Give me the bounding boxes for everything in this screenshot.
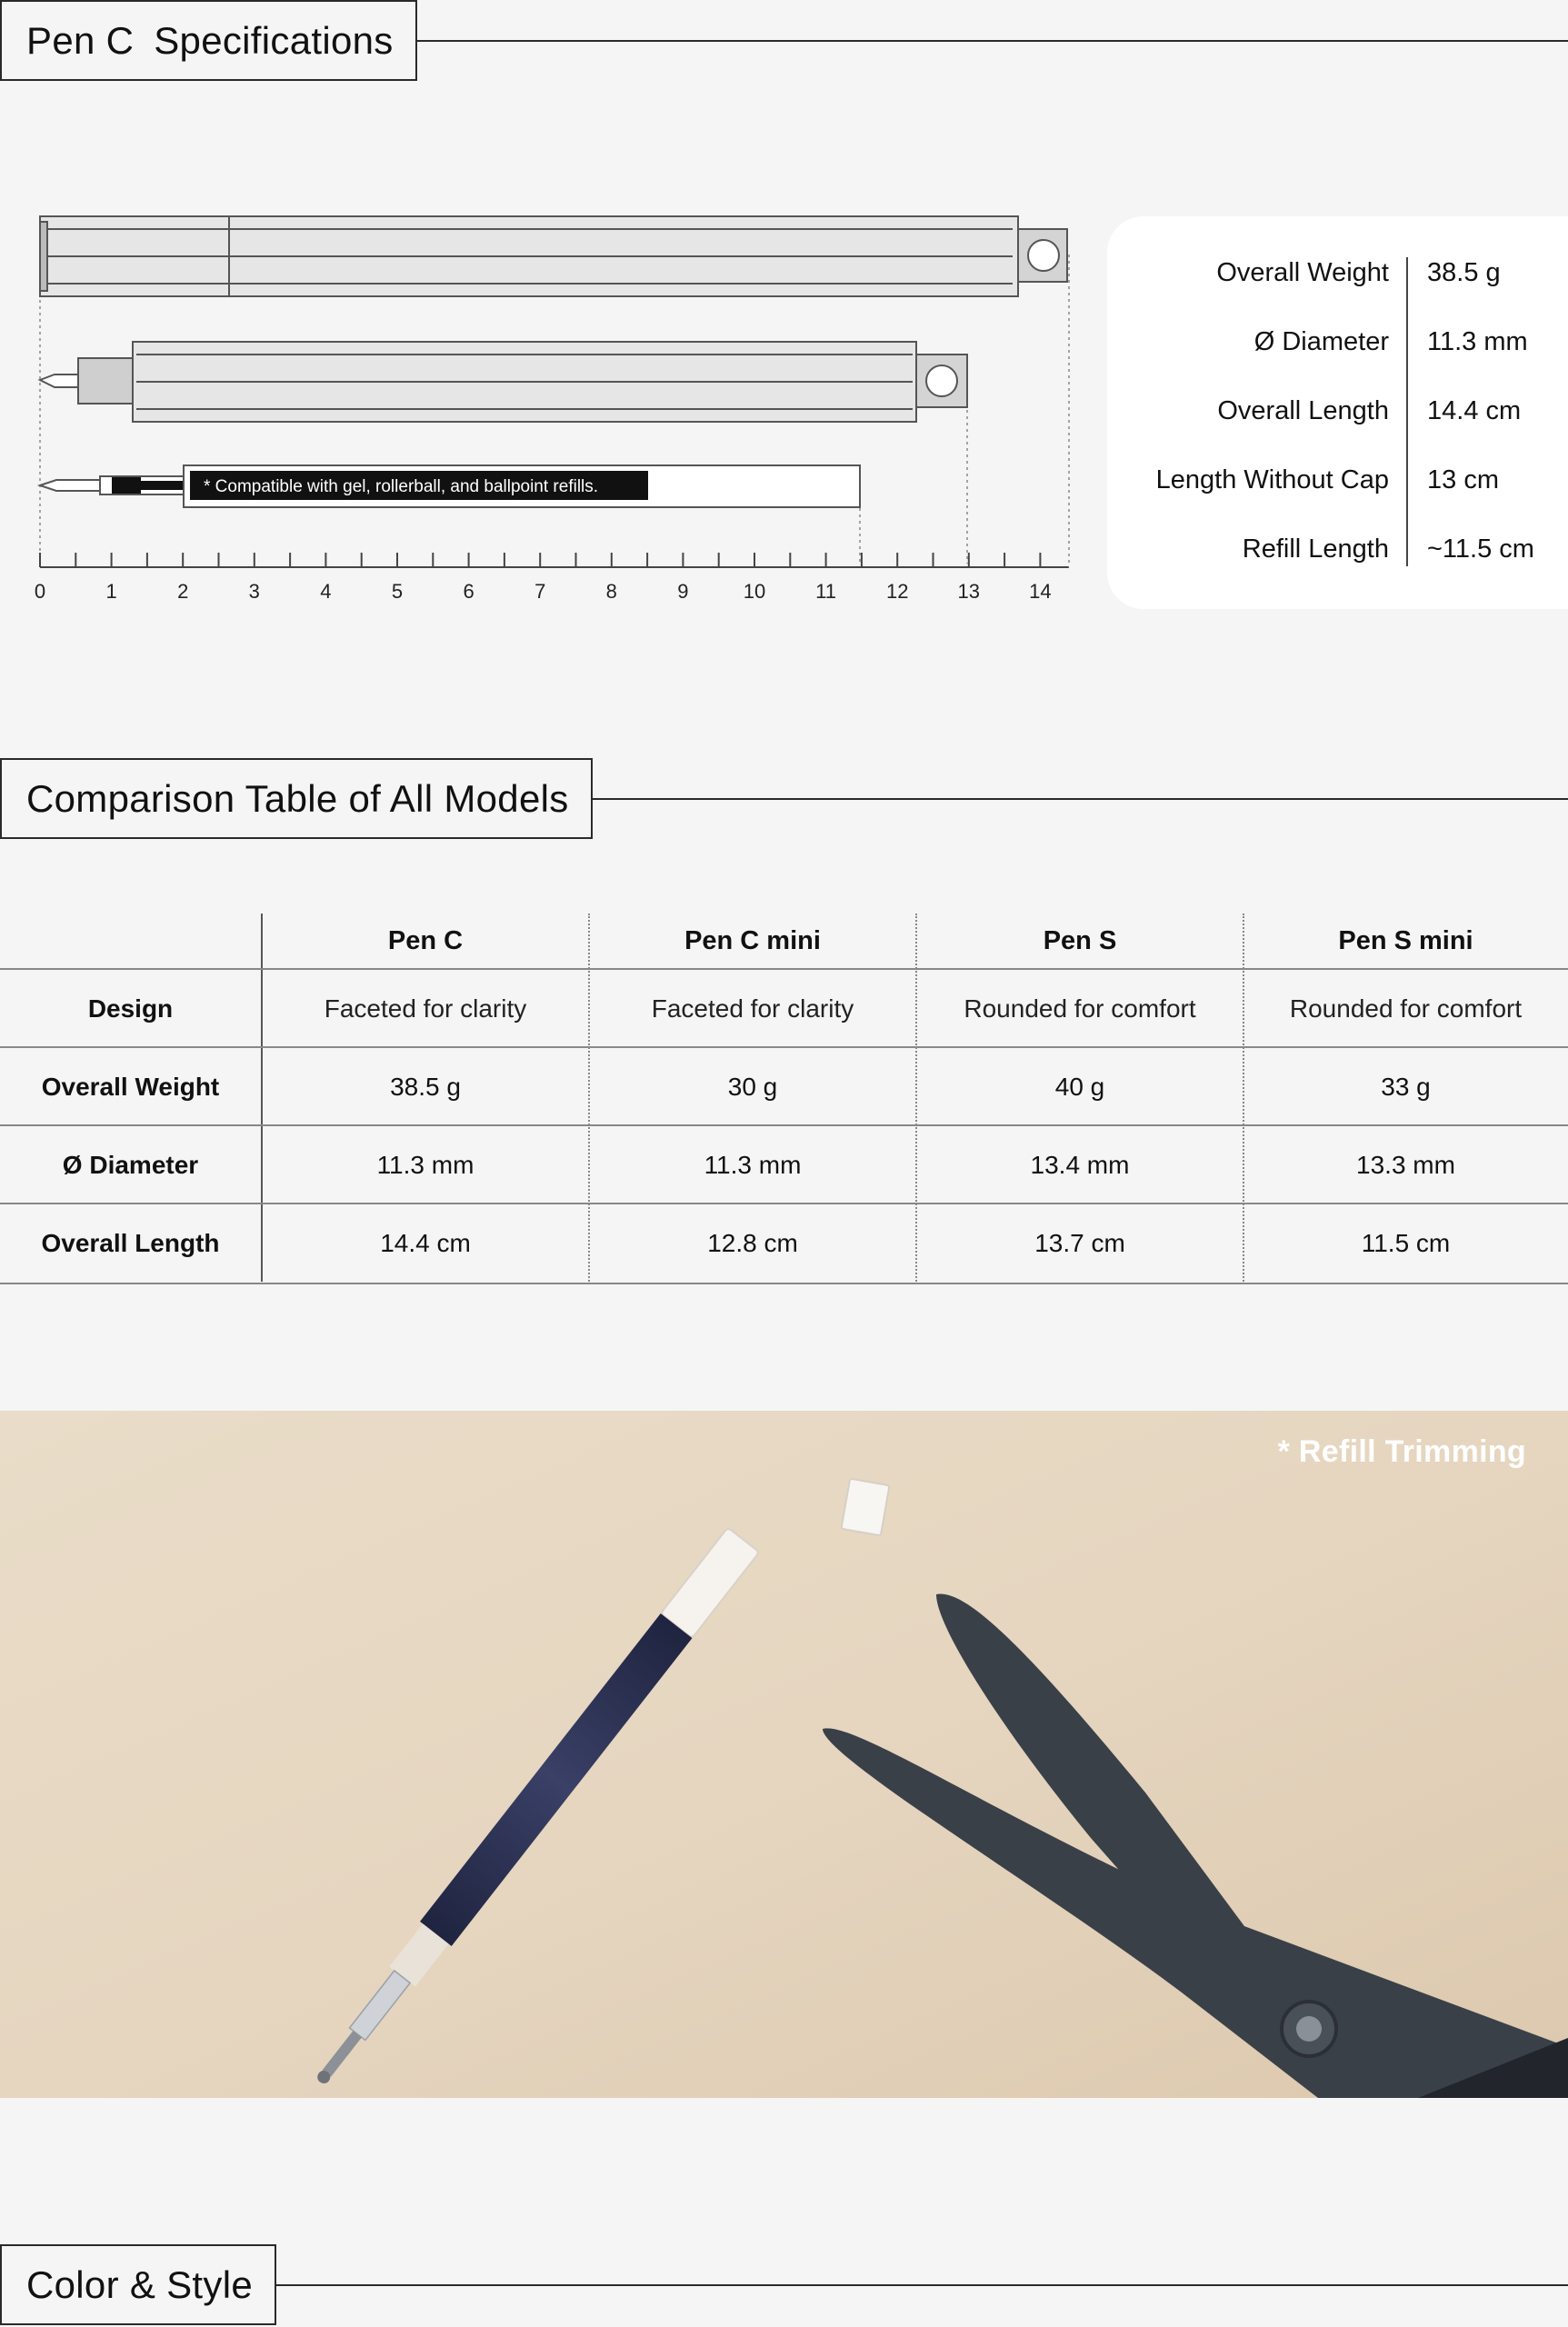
- comparison-title: Comparison Table of All Models: [0, 758, 593, 839]
- table-cell: Rounded for comfort: [964, 994, 1196, 1023]
- ruler-label: 8: [605, 580, 617, 603]
- table-cell: 13.4 mm: [1030, 1151, 1130, 1179]
- spec-key: Overall Length: [1217, 396, 1389, 425]
- table-cell: Faceted for clarity: [651, 994, 854, 1023]
- spec-key: Ø Diameter: [1253, 327, 1389, 356]
- spec-value: 13 cm: [1427, 465, 1499, 494]
- spec-key: Overall Weight: [1216, 258, 1389, 287]
- spec-key: Length Without Cap: [1155, 465, 1389, 494]
- table-cell: Rounded for comfort: [1289, 994, 1523, 1023]
- spec-key: Refill Length: [1242, 534, 1389, 564]
- column-header: Pen C mini: [684, 925, 821, 955]
- ruler-label: 5: [391, 580, 404, 603]
- trimmed-piece-icon: [841, 1479, 889, 1536]
- table-cell: 13.7 cm: [1034, 1229, 1125, 1257]
- ruler-label: 9: [677, 580, 689, 603]
- pen-uncapped: [40, 342, 967, 422]
- ruler: [35, 553, 1069, 603]
- ruler-label: 11: [815, 580, 837, 603]
- photo-illustration: [0, 1411, 1568, 2098]
- ruler-label: 0: [34, 580, 46, 603]
- spec-value: 38.5 g: [1427, 258, 1501, 287]
- table-cell: 11.3 mm: [704, 1151, 802, 1179]
- spec-section-title: [0, 0, 417, 81]
- color-section-header: [0, 2244, 1568, 2325]
- comparison-section-header: [0, 758, 1568, 839]
- row-label: Overall Weight: [41, 1073, 220, 1101]
- table-cell: Faceted for clarity: [324, 994, 527, 1023]
- row-label: Overall Length: [41, 1229, 220, 1257]
- table-cell: 40 g: [1054, 1073, 1105, 1101]
- table-row: [0, 968, 1568, 1048]
- ruler-label: 6: [463, 580, 474, 603]
- table-cell: 11.3 mm: [376, 1151, 474, 1179]
- section-title-text: Specifications: [154, 18, 394, 62]
- table-cell: 38.5 g: [390, 1073, 461, 1101]
- table-row: [0, 1046, 1568, 1126]
- spec-value: 11.3 mm: [1427, 327, 1528, 356]
- table-cell: 11.5 cm: [1361, 1229, 1451, 1257]
- spec-card: [1107, 216, 1568, 609]
- ruler-label: 2: [177, 580, 189, 603]
- spec-row-length-no-cap: [1107, 465, 1568, 502]
- table-cell: 33 g: [1381, 1073, 1431, 1101]
- table-cell: 14.4 cm: [380, 1229, 471, 1257]
- spec-row-diameter: [1107, 327, 1568, 364]
- spec-row-length: [1107, 396, 1568, 433]
- spec-value: ~11.5 cm: [1427, 534, 1534, 564]
- refill-trimming-photo: [0, 1411, 1568, 2098]
- model-name: Pen C: [26, 18, 135, 62]
- table-cell: 13.3 mm: [1356, 1151, 1455, 1179]
- pen-technical-drawing: [0, 182, 1100, 636]
- column-header: Pen S mini: [1338, 925, 1473, 955]
- table-header-row: [0, 914, 1568, 968]
- spec-section-header: [0, 0, 1568, 81]
- ruler-label: 4: [320, 580, 332, 603]
- refill-note: * Compatible with gel, rollerball, and ballpoint refills.: [204, 477, 599, 496]
- spec-row-refill-length: [1107, 534, 1568, 571]
- ruler-label: 10: [743, 580, 766, 603]
- photo-caption: * Refill Trimming: [1277, 1434, 1526, 1469]
- ruler-label: 13: [957, 580, 981, 603]
- table-cell: 30 g: [727, 1073, 778, 1101]
- ruler-label: 12: [885, 580, 909, 603]
- ruler-label: 14: [1029, 580, 1052, 603]
- spec-row-weight: [1107, 258, 1568, 295]
- table-row: [0, 1203, 1568, 1284]
- pen-capped: [40, 216, 1067, 296]
- ruler-label: 7: [534, 580, 546, 603]
- color-section-title: Color & Style: [0, 2244, 276, 2325]
- row-label: Ø Diameter: [62, 1151, 199, 1179]
- ruler-label: 3: [248, 580, 260, 603]
- spec-value: 14.4 cm: [1427, 396, 1522, 425]
- column-header: Pen S: [1043, 925, 1117, 955]
- table-row: [0, 1124, 1568, 1204]
- column-header: Pen C: [387, 925, 464, 955]
- row-label: Design: [87, 994, 174, 1023]
- ruler-label: 1: [105, 580, 117, 603]
- table-cell: 12.8 cm: [707, 1229, 798, 1257]
